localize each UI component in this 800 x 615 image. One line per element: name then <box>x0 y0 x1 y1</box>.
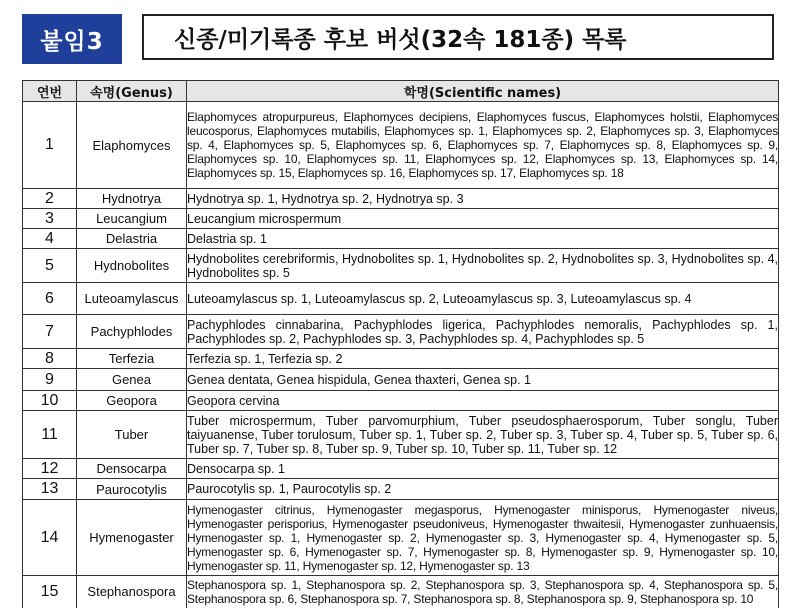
genus-name: Leucangium <box>77 209 187 229</box>
appendix-badge: 붙임3 <box>22 14 122 64</box>
scientific-names: Genea dentata, Genea hispidula, Genea thaxteri, Genea sp. 1 <box>187 369 779 391</box>
table-row <box>23 369 779 391</box>
genus-name: Delastria <box>77 229 187 249</box>
genus-name: Hydnotrya <box>77 189 187 209</box>
table-row <box>23 209 779 229</box>
genus-name: Hydnobolites <box>77 249 187 283</box>
species-table <box>22 80 779 608</box>
row-number: 6 <box>23 283 77 315</box>
genus-name: Hymenogaster <box>77 500 187 576</box>
genus-name: Stephanospora <box>77 576 187 608</box>
row-number: 2 <box>23 189 77 209</box>
scientific-names: Stephanospora sp. 1, Stephanospora sp. 2, Stephanospora sp. 3, Stephanospora sp. 4, Stephanospora sp. 5, Stephanospora sp. 6, Stephanospora sp. 7, Stephanospora sp. 8, Stephanospora sp. 9, Stephanospora sp. 10 <box>187 576 779 608</box>
row-number: 5 <box>23 249 77 283</box>
row-number: 8 <box>23 349 77 369</box>
scientific-names: Paurocotylis sp. 1, Paurocotylis sp. 2 <box>187 479 779 500</box>
scientific-names: Terfezia sp. 1, Terfezia sp. 2 <box>187 349 779 369</box>
scientific-names: Geopora cervina <box>187 391 779 411</box>
table-row <box>23 102 779 189</box>
scientific-names: Hymenogaster citrinus, Hymenogaster megasporus, Hymenogaster minisporus, Hymenogaster niveus, Hymenogaster perisporius, Hymenogaster pseudoniveus, Hymenogaster thwaitesii, Hymenogaster zunhuaensis, Hymenogaster sp. 1, Hymenogaster sp. 2, Hymenogaster sp. 3, Hymenogaster sp. 4, Hymenogaster sp. 5, Hymenogaster sp. 6, Hymenogaster sp. 7, Hymenogaster sp. 8, Hymenogaster sp. 9, Hymenogaster sp. 10, Hymenogaster sp. 11, Hymenogaster sp. 12, Hymenogaster sp. 13 <box>187 500 779 576</box>
genus-name: Luteoamylascus <box>77 283 187 315</box>
table-row <box>23 576 779 608</box>
genus-name: Genea <box>77 369 187 391</box>
table-header-row <box>23 81 779 102</box>
genus-name: Elaphomyces <box>77 102 187 189</box>
page-title: 신종/미기록종 후보 버섯(32속 181종) 목록 <box>142 14 774 60</box>
genus-name: Pachyphlodes <box>77 315 187 349</box>
scientific-names: Hydnobolites cerebriformis, Hydnobolites sp. 1, Hydnobolites sp. 2, Hydnobolites sp. 3, Hydnobolites sp. 4, Hydnobolites sp. 5 <box>187 249 779 283</box>
row-number: 13 <box>23 479 77 500</box>
table-row <box>23 391 779 411</box>
genus-name: Paurocotylis <box>77 479 187 500</box>
scientific-names: Elaphomyces atropurpureus, Elaphomyces decipiens, Elaphomyces fuscus, Elaphomyces holstii, Elaphomyces leucosporus, Elaphomyces mutabilis, Elaphomyces sp. 1, Elaphomyces sp. 2, Elaphomyces sp. 3, Elaphomyces sp. 4, Elaphomyces sp. 5, Elaphomyces sp. 6, Elaphomyces sp. 7, Elaphomyces sp. 8, Elaphomyces sp. 9, Elaphomyces sp. 10, Elaphomyces sp. 11, Elaphomyces sp. 12, Elaphomyces sp. 13, Elaphomyces sp. 14, Elaphomyces sp. 15, Elaphomyces sp. 16, Elaphomyces sp. 17, Elaphomyces sp. 18 <box>187 102 779 189</box>
column-header-scientific-names: 학명(Scientific names) <box>187 81 779 102</box>
row-number: 14 <box>23 500 77 576</box>
table-row <box>23 189 779 209</box>
row-number: 15 <box>23 576 77 608</box>
row-number: 11 <box>23 411 77 459</box>
table-row <box>23 500 779 576</box>
genus-name: Terfezia <box>77 349 187 369</box>
table-row <box>23 411 779 459</box>
scientific-names: Leucangium microspermum <box>187 209 779 229</box>
row-number: 10 <box>23 391 77 411</box>
scientific-names: Delastria sp. 1 <box>187 229 779 249</box>
row-number: 1 <box>23 102 77 189</box>
scientific-names: Luteoamylascus sp. 1, Luteoamylascus sp. 2, Luteoamylascus sp. 3, Luteoamylascus sp. 4 <box>187 283 779 315</box>
table-row <box>23 459 779 479</box>
table-row <box>23 249 779 283</box>
scientific-names: Pachyphlodes cinnabarina, Pachyphlodes ligerica, Pachyphlodes nemoralis, Pachyphlodes sp. 1, Pachyphlodes sp. 2, Pachyphlodes sp. 3, Pachyphlodes sp. 4, Pachyphlodes sp. 5 <box>187 315 779 349</box>
table-row <box>23 349 779 369</box>
table-row <box>23 283 779 315</box>
scientific-names: Tuber microspermum, Tuber parvomurphium, Tuber pseudosphaerosporum, Tuber songlu, Tuber taiyuanense, Tuber torulosum, Tuber sp. 1, Tuber sp. 2, Tuber sp. 3, Tuber sp. 4, Tuber sp. 5, Tuber sp. 6, Tuber sp. 7, Tuber sp. 8, Tuber sp. 9, Tuber sp. 10, Tuber sp. 11, Tuber sp. 12 <box>187 411 779 459</box>
genus-name: Tuber <box>77 411 187 459</box>
row-number: 4 <box>23 229 77 249</box>
genus-name: Geopora <box>77 391 187 411</box>
page-header <box>22 14 778 64</box>
column-header-genus: 속명(Genus) <box>77 81 187 102</box>
row-number: 9 <box>23 369 77 391</box>
row-number: 12 <box>23 459 77 479</box>
table-row <box>23 229 779 249</box>
scientific-names: Hydnotrya sp. 1, Hydnotrya sp. 2, Hydnotrya sp. 3 <box>187 189 779 209</box>
column-header-number: 연번 <box>23 81 77 102</box>
genus-name: Densocarpa <box>77 459 187 479</box>
table-row <box>23 315 779 349</box>
table-row <box>23 479 779 500</box>
row-number: 3 <box>23 209 77 229</box>
row-number: 7 <box>23 315 77 349</box>
scientific-names: Densocarpa sp. 1 <box>187 459 779 479</box>
